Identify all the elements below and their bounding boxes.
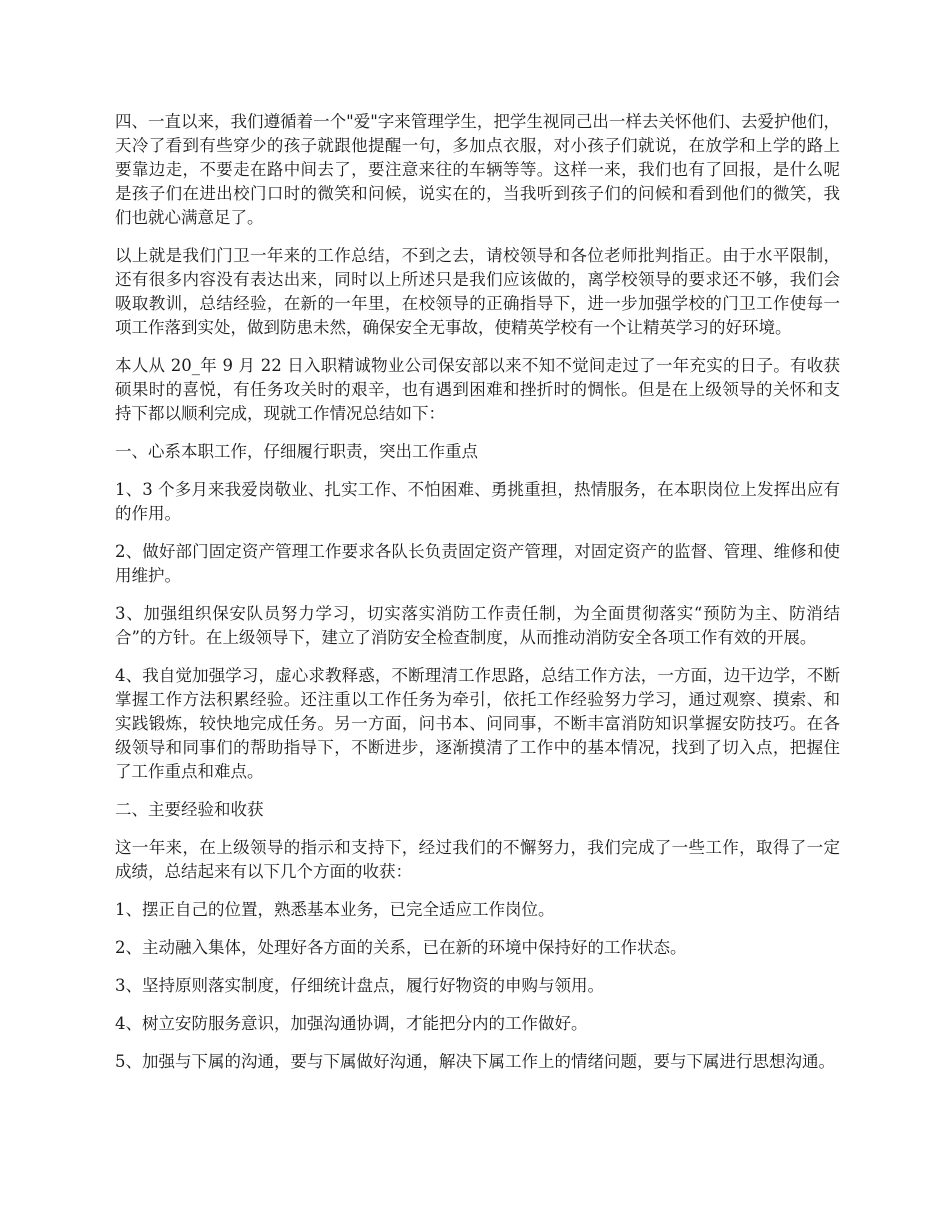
gain-item-1: 1、摆正自己的位置，熟悉基本业务，已完全适应工作岗位。 (115, 900, 555, 919)
gain-item-5: 5、加强与下属的沟通，要与下属做好沟通，解决下属工作上的情绪问题，要与下属进行思想沟通。 (115, 1052, 835, 1071)
paragraph-love-management: 四、一直以来，我们遵循着一个"爱"字来管理学生，把学生视同己出一样去关怀他们、去爱护他们，天冷了看到有些穿少的孩子就跟他提醒一句，多加点衣服，对小孩子们就说，在放学和上学的路上要靠边走，不要走在路中间去了，要注意来往的车辆等等。这样一来，我们也有了回报，是什么呢 是孩子们在进出校门口时的微笑和问候，说实在的，当我听到孩子们的问候和看到他们的微笑，我们也就心满意足了。 (115, 112, 840, 227)
paragraph-guard-summary-closing: 以上就是我们门卫一年来的工作总结，不到之去，请校领导和各位老师批判指正。由于水平限制，还有很多内容没有表达出来，同时以上所述只是我们应该做的，离学校领导的要求还不够，我们会吸取教训，总结经验，在新的一年里，在校领导的正确指导下，进一步加强学校的门卫工作使每一项工作落到实处，做到防患未然，确保安全无事故，使精英学校有一个让精英学习的好环境。 (115, 246, 840, 337)
section-heading-duties: 一、心系本职工作，仔细履行职责，突出工作重点 (115, 442, 478, 461)
section-heading-experience: 二、主要经验和收获 (115, 800, 264, 819)
duty-item-4: 4、我自觉加强学习，虚心求教释惑，不断理清工作思路，总结工作方法，一方面，边干边学，不断掌握工作方法积累经验。还注重以工作任务为牵引，依托工作经验努力学习，通过观察、摸索、和实践锻炼，较快地完成任务。另一方面，问书本、问同事，不断丰富消防知识掌握安防技巧。在各级领导和同事们的帮助指导下，不断进步，逐渐摸清了工作中的基本情况，找到了切入点，把握住了工作重点和难点。 (115, 666, 840, 781)
paragraph-security-intro: 本人从 20_年 9 月 22 日入职精诚物业公司保安部以来不知不觉间走过了一年充实的日子。有收获硕果时的喜悦，有任务攻关时的艰辛，也有遇到困难和挫折时的惆怅。但是在上级领导的关怀和支持下都以顺利完成，现就工作情况总结如下： (115, 356, 840, 423)
paragraph-experience-intro: 这一年来，在上级领导的指示和支持下，经过我们的不懈努力，我们完成了一些工作，取得了一定成绩，总结起来有以下几个方面的收获： (115, 838, 840, 881)
document-body (115, 110, 840, 1088)
duty-item-1: 1、3 个多月来我爱岗敬业、扎实工作、不怕困难、勇挑重担，热情服务，在本职岗位上发挥出应有的作用。 (115, 480, 840, 523)
duty-item-2: 2、做好部门固定资产管理工作要求各队长负责固定资产管理，对固定资产的监督、管理、维修和使用维护。 (115, 542, 840, 585)
gain-item-4: 4、树立安防服务意识，加强沟通协调，才能把分内的工作做好。 (115, 1014, 588, 1033)
duty-item-3: 3、加强组织保安队员努力学习，切实落实消防工作责任制，为全面贯彻落实“预防为主、防消结合”的方针。在上级领导下，建立了消防安全检查制度，从而推动消防安全各项工作有效的开展。 (115, 604, 840, 647)
gain-item-2: 2、主动融入集体，处理好各方面的关系，已在新的环境中保持好的工作状态。 (115, 938, 687, 957)
gain-item-3: 3、坚持原则落实制度，仔细统计盘点，履行好物资的申购与领用。 (115, 976, 604, 995)
